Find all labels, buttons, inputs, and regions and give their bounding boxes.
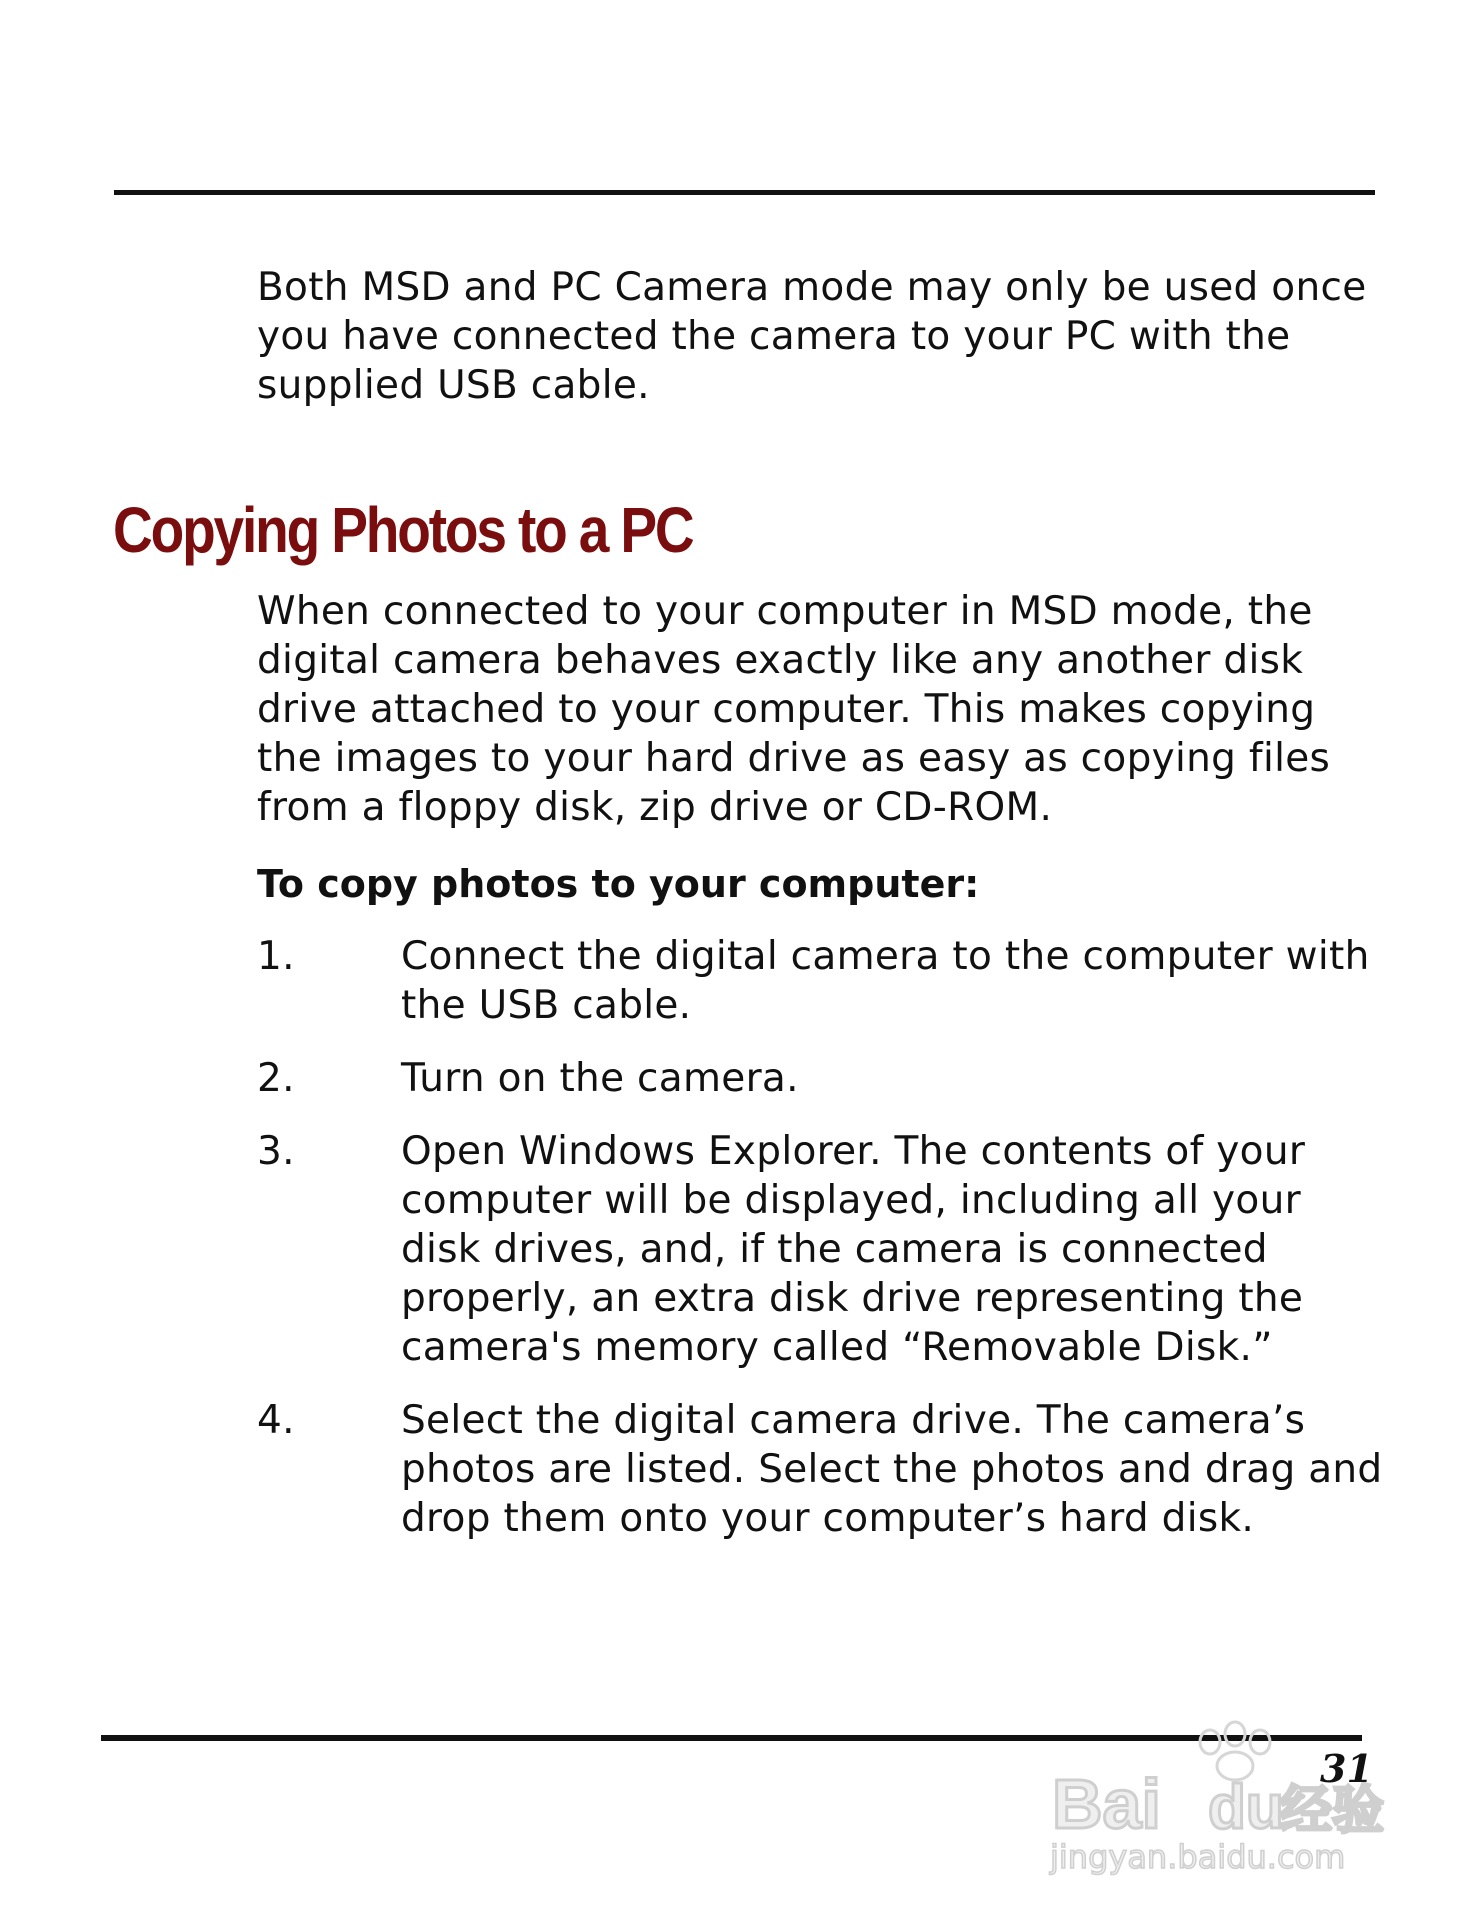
steps-list xyxy=(257,932,1387,1567)
svg-text:jingyan.baidu.com: jingyan.baidu.com xyxy=(1050,1838,1346,1876)
header-rule xyxy=(114,190,1375,195)
step-text: Select the digital camera drive. The camera’s photos are listed. Select the photos and drag and drop them onto your computer’s hard disk. xyxy=(401,1398,1383,1541)
step-number: 2. xyxy=(257,1056,295,1101)
procedure-heading: To copy photos to your computer: xyxy=(257,862,980,906)
footer-rule xyxy=(101,1735,1362,1741)
step-item xyxy=(257,1054,1387,1103)
svg-text:经验: 经验 xyxy=(1280,1781,1385,1841)
step-number: 3. xyxy=(257,1129,295,1174)
page-number: 31 xyxy=(1320,1746,1373,1791)
step-text: Connect the digital camera to the computer with the USB cable. xyxy=(401,934,1370,1028)
svg-text:Bai: Bai xyxy=(1052,1765,1161,1843)
step-text: Open Windows Explorer. The contents of your computer will be displayed, including all your disk drives, and, if the camera is connected properly, an extra disk drive representing the camera's memory called “Removable Disk.” xyxy=(401,1129,1306,1370)
step-item xyxy=(257,1127,1387,1372)
svg-text:du: du xyxy=(1208,1773,1284,1842)
intro-paragraph: Both MSD and PC Camera mode may only be used once you have connected the camera to your PC with the supplied USB cable. xyxy=(257,265,1367,408)
step-number: 4. xyxy=(257,1398,295,1443)
step-item xyxy=(257,932,1387,1030)
section-heading: Copying Photos to a PC xyxy=(113,494,693,566)
step-item xyxy=(257,1396,1387,1543)
step-number: 1. xyxy=(257,934,295,979)
section-paragraph: When connected to your computer in MSD mode, the digital camera behaves exactly like any another disk drive attached to your computer. This makes copying the images to your hard drive as easy as copying files from a floppy disk, zip drive or CD-ROM. xyxy=(257,589,1331,830)
step-text: Turn on the camera. xyxy=(401,1056,799,1101)
